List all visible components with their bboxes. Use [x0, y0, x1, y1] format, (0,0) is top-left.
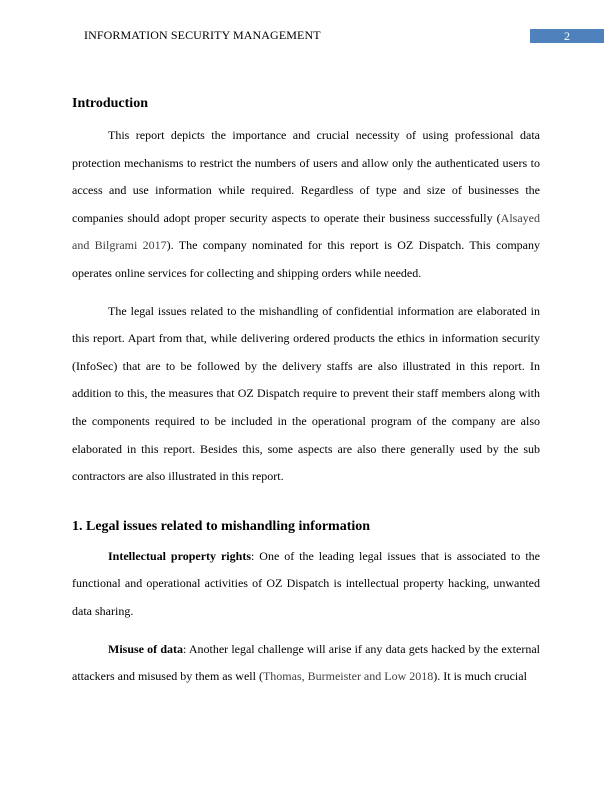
- intro-p1-text: This report depicts the importance and crucial necessity of using professional data protection mechanisms to restrict the numbers of users and allow only the authenticated users to access and use information while required. Regardless of type and size of businesses the companies should adopt proper security aspects to operate their business successfully (: [72, 128, 540, 225]
- ipr-label: Intellectual property rights: [108, 548, 251, 563]
- intro-p1-after: ). The company nominated for this report is OZ Dispatch. This company operates online services for collecting and shipping orders while needed.: [72, 238, 540, 280]
- citation: Alsayed and Bilgrami 2017: [72, 210, 540, 253]
- introduction-heading: Introduction: [72, 96, 148, 111]
- section1-paragraph-2: [72, 636, 540, 691]
- misuse-text: : Another legal challenge will arise if any data gets hacked by the external attackers and misused by them as well (: [72, 641, 540, 684]
- misuse-after: ). It is much crucial: [433, 669, 527, 684]
- intro-paragraph-2: The legal issues related to the mishandling of confidential information are elaborated in this report. Apart from that, while delivering ordered products the ethics in information security (InfoSec) that are to be followed by the delivery staffs are also illustrated in this report. In addition to this, the measures that OZ Dispatch require to prevent their staff members along with the components required to be included in the operational program of the company are also elaborated in this report. Besides this, some aspects are also there generally used by the sub contractors are also illustrated in this report.: [72, 303, 540, 484]
- section1-paragraph-1: [72, 543, 540, 626]
- intro-paragraph-1: [72, 122, 540, 288]
- misuse-label: Misuse of data: [108, 641, 183, 656]
- page-number-badge: 2: [530, 29, 604, 43]
- citation: Thomas, Burmeister and Low 2018: [262, 669, 434, 684]
- ipr-text: : One of the leading legal issues that is associated to the functional and operational activities of OZ Dispatch is intellectual property hacking, unwanted data sharing.: [72, 548, 540, 618]
- running-header: INFORMATION SECURITY MANAGEMENT: [84, 28, 321, 42]
- section-1-heading: 1. Legal issues related to mishandling information: [72, 518, 371, 534]
- document-body: [72, 96, 540, 691]
